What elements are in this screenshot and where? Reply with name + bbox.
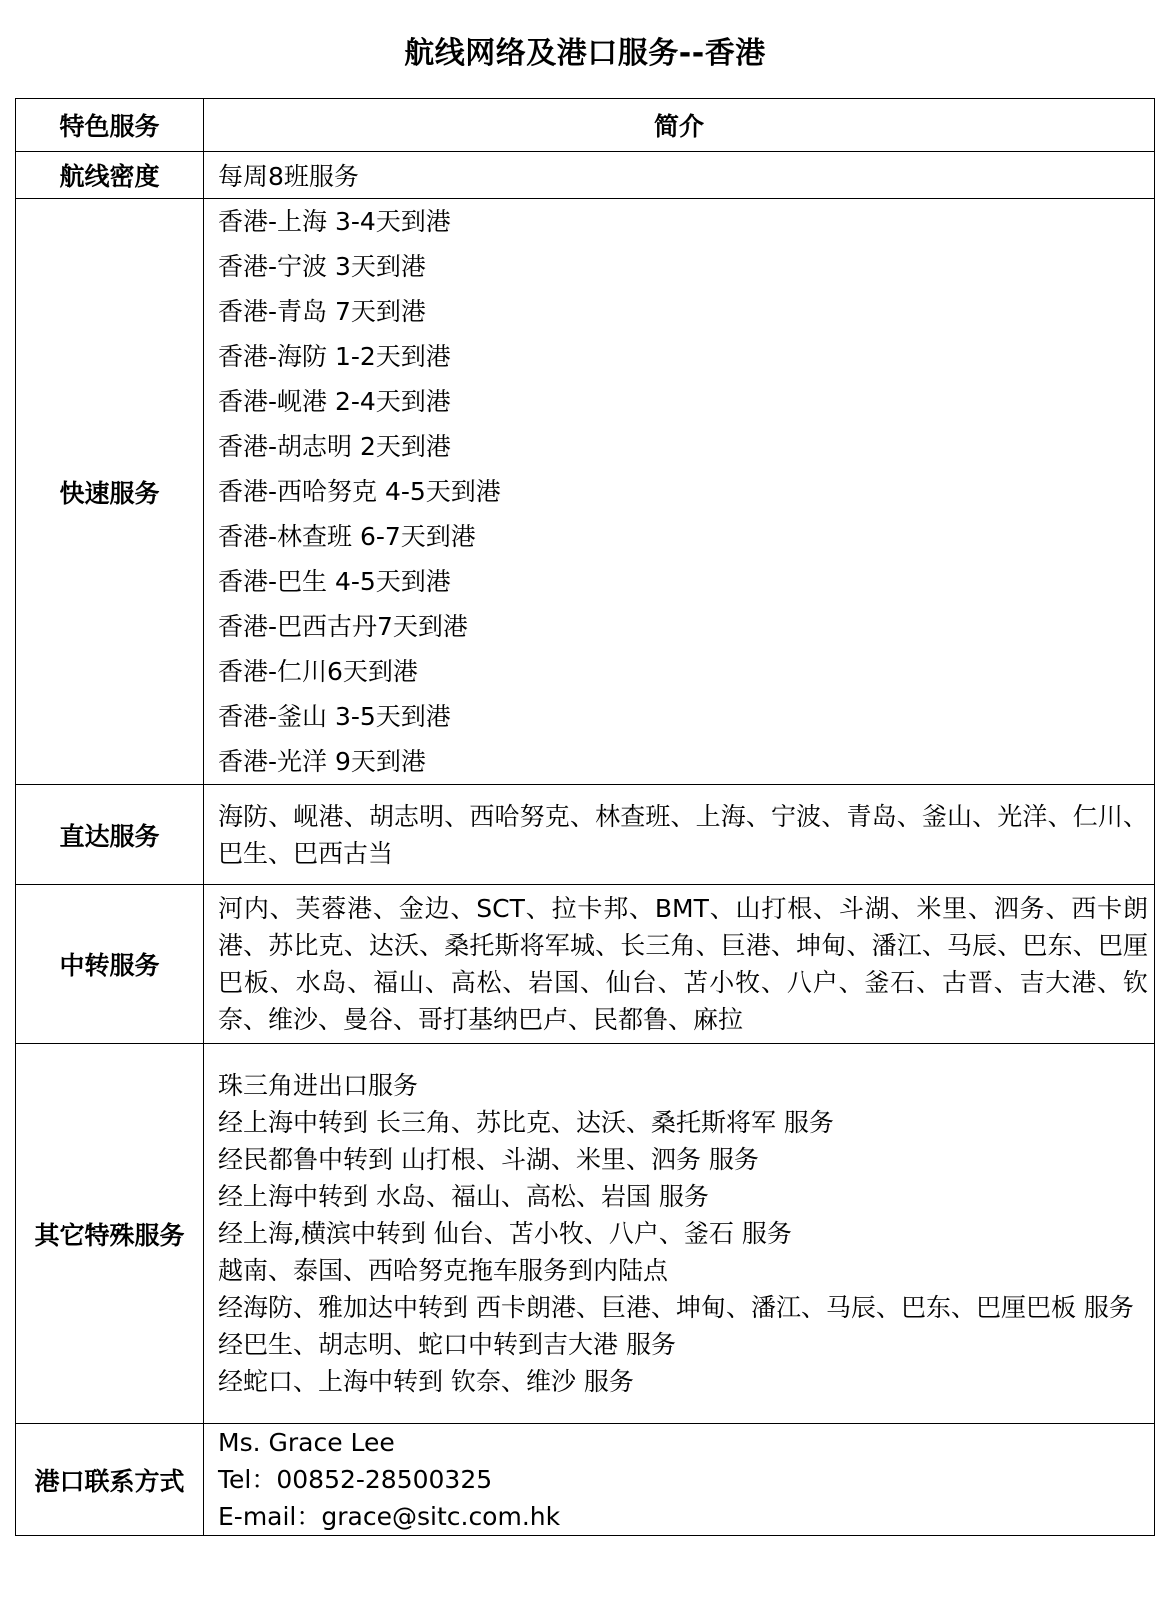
express-route: 香港-仁川6天到港 — [218, 657, 418, 686]
contact-info — [204, 1424, 1155, 1536]
special-item: 越南、泰国、西哈努克拖车服务到内陆点 — [218, 1256, 669, 1285]
header-introduction: 简介 — [204, 99, 1155, 152]
table-row-express — [16, 199, 1155, 785]
row-label-transfer: 中转服务 — [16, 885, 204, 1044]
page-title: 航线网络及港口服务--香港 — [404, 36, 766, 71]
row-label-special: 其它特殊服务 — [16, 1044, 204, 1424]
special-item: 经民都鲁中转到 山打根、斗湖、米里、泗务 服务 — [218, 1145, 759, 1174]
contact-email: E-mail：grace@sitc.com.hk — [218, 1502, 561, 1531]
contact-phone: Tel：00852-28500325 — [218, 1465, 493, 1494]
header-feature-service: 特色服务 — [16, 99, 204, 152]
express-route: 香港-光洋 9天到港 — [218, 747, 426, 776]
special-list — [204, 1044, 1155, 1424]
table-row-density — [16, 152, 1155, 199]
express-route: 香港-巴生 4-5天到港 — [218, 567, 451, 596]
special-item: 经蛇口、上海中转到 钦奈、维沙 服务 — [218, 1367, 634, 1396]
table-row-contact — [16, 1424, 1155, 1536]
express-route: 香港-西哈努克 4-5天到港 — [218, 477, 501, 506]
row-label-density: 航线密度 — [16, 152, 204, 199]
special-item: 经上海中转到 长三角、苏比克、达沃、桑托斯将军 服务 — [218, 1108, 834, 1137]
direct-ports: 海防、岘港、胡志明、西哈努克、林查班、上海、宁波、青岛、釜山、光洋、仁川、巴生、巴西古当 — [218, 801, 1148, 868]
express-route: 香港-胡志明 2天到港 — [218, 432, 451, 461]
special-item: 经海防、雅加达中转到 西卡朗港、巨港、坤甸、潘江、马辰、巴东、巴厘巴板 服务 — [218, 1293, 1134, 1322]
table-row-transfer — [16, 885, 1155, 1044]
table-header-row — [16, 99, 1155, 152]
transfer-ports: 河内、芙蓉港、金边、SCT、拉卡邦、BMT、山打根、斗湖、米里、泗务、西卡朗港、苏比克、达沃、桑托斯将军城、长三角、巨港、坤甸、潘江、马辰、巴东、巴厘巴板、水岛、福山、高松、岩国、仙台、苫小牧、八户、釜石、古晋、吉大港、钦奈、维沙、曼谷、哥打基纳巴卢、民都鲁、麻拉 — [218, 894, 1148, 1034]
express-route: 香港-宁波 3天到港 — [218, 252, 426, 281]
contact-name: Ms. Grace Lee — [218, 1428, 395, 1457]
express-route: 香港-岘港 2-4天到港 — [218, 387, 451, 416]
density-value: 每周8班服务 — [204, 152, 1155, 199]
express-route: 香港-海防 1-2天到港 — [218, 342, 451, 371]
table-row-special — [16, 1044, 1155, 1424]
row-label-direct: 直达服务 — [16, 785, 204, 885]
special-item: 经巴生、胡志明、蛇口中转到吉大港 服务 — [218, 1330, 676, 1359]
special-item: 珠三角进出口服务 — [218, 1071, 419, 1100]
express-route: 香港-林查班 6-7天到港 — [218, 522, 476, 551]
express-route: 香港-巴西古丹7天到港 — [218, 612, 468, 641]
express-list — [204, 199, 1155, 785]
row-label-express: 快速服务 — [16, 199, 204, 785]
express-route: 香港-青岛 7天到港 — [218, 297, 426, 326]
special-item: 经上海中转到 水岛、福山、高松、岩国 服务 — [218, 1182, 709, 1211]
table-row-direct — [16, 785, 1155, 885]
special-item: 经上海,横滨中转到 仙台、苫小牧、八户、釜石 服务 — [218, 1219, 792, 1248]
express-route: 香港-上海 3-4天到港 — [218, 207, 451, 236]
express-route: 香港-釜山 3-5天到港 — [218, 702, 451, 731]
service-table — [15, 98, 1155, 1536]
row-label-contact: 港口联系方式 — [16, 1424, 204, 1536]
